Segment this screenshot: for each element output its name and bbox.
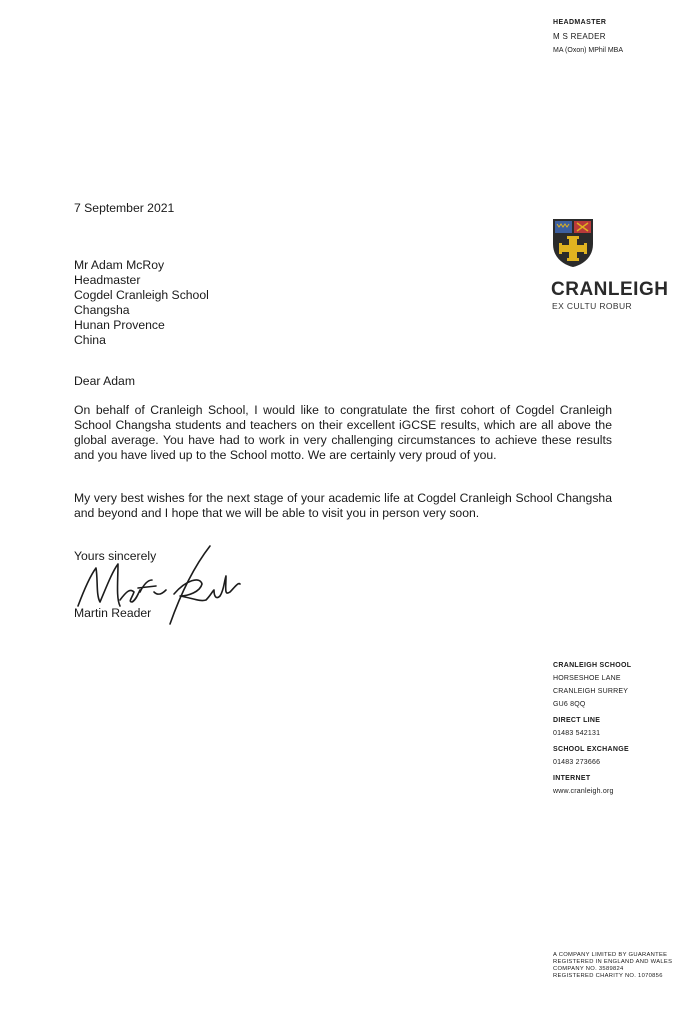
- salutation: Dear Adam: [74, 374, 135, 388]
- legal-line: REGISTERED CHARITY NO. 1070856: [553, 973, 663, 979]
- legal-line: COMPANY NO. 3589824: [553, 966, 624, 972]
- school-exchange-label: SCHOOL EXCHANGE: [553, 746, 629, 753]
- body-paragraph: My very best wishes for the next stage of your academic life at Cogdel Cranleigh School Changsha and beyond and I hope that we will be able to visit you in person very soon.: [74, 491, 612, 520]
- address-line: GU6 8QQ: [553, 701, 586, 708]
- legal-line: REGISTERED IN ENGLAND AND WALES: [553, 959, 673, 965]
- headmaster-qualifications: MA (Oxon) MPhil MBA: [553, 47, 624, 54]
- brand-name: CRANLEIGH: [551, 279, 669, 300]
- address-line: HORSESHOE LANE: [553, 675, 621, 682]
- letter-date: 7 September 2021: [74, 201, 175, 215]
- recipient-line: Hunan Provence: [74, 318, 165, 332]
- recipient-line: China: [74, 333, 106, 347]
- recipient-line: Cogdel Cranleigh School: [74, 288, 209, 302]
- internet-value: www.cranleigh.org: [553, 788, 614, 795]
- school-label: CRANLEIGH SCHOOL: [553, 662, 632, 669]
- recipient-line: Headmaster: [74, 273, 141, 287]
- direct-line-value: 01483 542131: [553, 730, 601, 737]
- closing: Yours sincerely: [74, 549, 157, 563]
- internet-label: INTERNET: [553, 775, 591, 782]
- direct-line-label: DIRECT LINE: [553, 717, 601, 724]
- headmaster-name: M S READER: [553, 32, 606, 41]
- signer-name: Martin Reader: [74, 606, 152, 620]
- legal-footer: [553, 952, 672, 980]
- school-exchange-value: 01483 273666: [553, 759, 601, 766]
- headmaster-title: HEADMASTER: [553, 19, 607, 26]
- brand-motto: EX CULTU ROBUR: [552, 301, 633, 311]
- cranleigh-crest-icon: [552, 218, 594, 268]
- contact-block: [553, 662, 631, 795]
- headmaster-block: [553, 16, 623, 58]
- legal-line: A COMPANY LIMITED BY GUARANTEE: [553, 952, 668, 958]
- address-line: CRANLEIGH SURREY: [553, 688, 629, 695]
- recipient-line: Mr Adam McRoy: [74, 258, 165, 272]
- body-paragraph: On behalf of Cranleigh School, I would like to congratulate the first cohort of Cogdel Cranleigh School Changsha students and teachers on their excellent iGCSE results, which are all above the global average. You have had to work in very challenging circumstances to achieve these results and you have lived up to the School motto. We are certainly very proud of you.: [74, 403, 612, 462]
- recipient-line: Changsha: [74, 303, 130, 317]
- recipient-address: [74, 258, 209, 348]
